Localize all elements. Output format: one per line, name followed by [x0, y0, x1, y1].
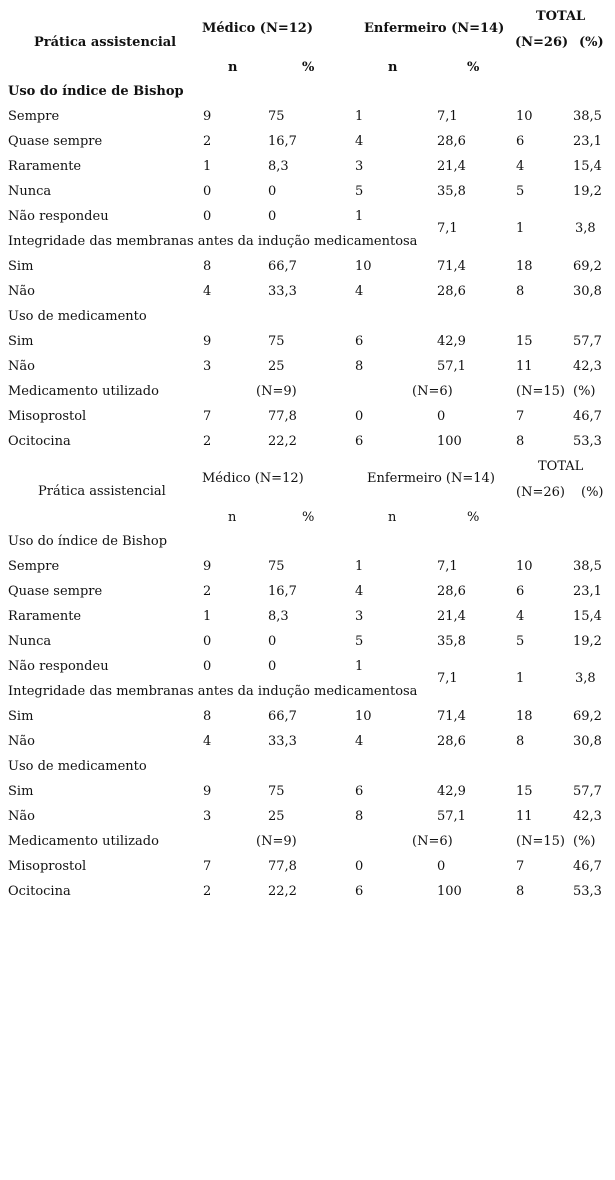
cell-enfermeiro-n: (N=6)	[412, 384, 453, 399]
cell-enfermeiro-n: 0	[355, 409, 364, 424]
header-medico: Médico (N=12)	[202, 471, 304, 486]
cell-medico-pct: 0	[268, 659, 277, 674]
cell-enfermeiro-n: 4	[355, 734, 364, 749]
cell-enfermeiro-pct: 71,4	[437, 709, 466, 724]
section-membranas: Integridade das membranas antes da indução medicamentosa	[8, 684, 418, 699]
cell-medico-pct: 16,7	[268, 584, 297, 599]
section-bishop: Uso do índice de Bishop	[8, 84, 184, 99]
header-pratica-assistencial: Prática assistencial	[38, 484, 166, 499]
cell-medico-n: 0	[203, 634, 212, 649]
cell-enfermeiro-n: 6	[355, 334, 364, 349]
cell-enfermeiro-n: 6	[355, 434, 364, 449]
cell-medico-pct: 25	[268, 359, 285, 374]
section-membranas: Integridade das membranas antes da indução medicamentosa	[8, 234, 418, 249]
row-label: Sempre	[8, 559, 60, 574]
cell-total-n: 15	[516, 334, 533, 349]
cell-enfermeiro-n: 6	[355, 784, 364, 799]
cell-enfermeiro-pct: 100	[437, 434, 462, 449]
cell-total-n: 8	[516, 884, 525, 899]
cell-medico-pct: 22,2	[268, 884, 297, 899]
cell-medico-n: 8	[203, 259, 212, 274]
row-label: Não respondeu	[8, 659, 109, 674]
header-medico-pct: %	[302, 60, 315, 75]
cell-medico-n: 1	[203, 159, 212, 174]
cell-enfermeiro-pct: 42,9	[437, 784, 466, 799]
cell-total-n: 11	[516, 809, 533, 824]
cell-enfermeiro-n: 5	[355, 184, 364, 199]
cell-total-pct: 53,3	[573, 434, 602, 449]
cell-total-n: 18	[516, 259, 533, 274]
header-total-pct: (%)	[579, 35, 604, 50]
row-label: Sempre	[8, 109, 60, 124]
cell-enfermeiro-pct: 21,4	[437, 159, 466, 174]
cell-total-n: 15	[516, 784, 533, 799]
cell-enfermeiro-pct: 35,8	[437, 634, 466, 649]
cell-medico-n: 1	[203, 609, 212, 624]
cell-enfermeiro-pct: 28,6	[437, 584, 466, 599]
row-label: Medicamento utilizado	[8, 384, 159, 399]
row-label: Não	[8, 734, 35, 749]
cell-total-pct: 69,2	[573, 259, 602, 274]
cell-enfermeiro-n: 4	[355, 584, 364, 599]
cell-total-n: 10	[516, 559, 533, 574]
header-pratica-assistencial: Prática assistencial	[34, 35, 177, 50]
cell-medico-pct: 75	[268, 784, 285, 799]
header-medico: Médico (N=12)	[202, 21, 313, 36]
header-medico-n: n	[228, 510, 237, 525]
cell-medico-n: (N=9)	[256, 384, 297, 399]
cell-medico-n: 4	[203, 734, 212, 749]
cell-medico-n: 9	[203, 559, 212, 574]
cell-medico-n: 7	[203, 859, 212, 874]
row-label: Nunca	[8, 184, 52, 199]
cell-enfermeiro-n: 0	[355, 859, 364, 874]
cell-total-pct: 42,3	[573, 359, 602, 374]
cell-medico-pct: 66,7	[268, 709, 297, 724]
cell-enfermeiro-n: 5	[355, 634, 364, 649]
cell-total-pct: 42,3	[573, 809, 602, 824]
cell-medico-pct: 8,3	[268, 609, 289, 624]
row-label: Sim	[8, 259, 34, 274]
cell-total-n: 18	[516, 709, 533, 724]
cell-medico-n: 8	[203, 709, 212, 724]
row-label: Quase sempre	[8, 584, 103, 599]
cell-medico-pct: 22,2	[268, 434, 297, 449]
cell-medico-n: 3	[203, 359, 212, 374]
header-enfermeiro: Enfermeiro (N=14)	[367, 471, 495, 486]
cell-medico-n: 2	[203, 134, 212, 149]
cell-total-n: 5	[516, 184, 525, 199]
row-label: Sim	[8, 709, 34, 724]
cell-total-pct: (%)	[573, 384, 596, 399]
section-bishop: Uso do índice de Bishop	[8, 534, 168, 549]
cell-enfermeiro-pct: 0	[437, 859, 446, 874]
cell-enfermeiro-pct: 28,6	[437, 284, 466, 299]
row-label: Quase sempre	[8, 134, 103, 149]
cell-total-n: 8	[516, 734, 525, 749]
cell-enfermeiro-pct: 35,8	[437, 184, 466, 199]
cell-medico-pct: 77,8	[268, 859, 297, 874]
cell-total-pct: 3,8	[575, 671, 596, 686]
cell-medico-pct: 25	[268, 809, 285, 824]
cell-medico-n: (N=9)	[256, 834, 297, 849]
cell-medico-pct: 33,3	[268, 284, 297, 299]
cell-total-pct: 46,7	[573, 409, 602, 424]
cell-enfermeiro-pct: 100	[437, 884, 462, 899]
cell-enfermeiro-n: 1	[355, 559, 364, 574]
row-label: Sim	[8, 334, 34, 349]
cell-total-n: 8	[516, 284, 525, 299]
cell-medico-pct: 33,3	[268, 734, 297, 749]
header-medico-n: n	[228, 60, 238, 75]
row-label: Não respondeu	[8, 209, 109, 224]
cell-medico-pct: 0	[268, 184, 277, 199]
cell-medico-n: 0	[203, 659, 212, 674]
cell-enfermeiro-pct: 0	[437, 409, 446, 424]
cell-enfermeiro-pct: 7,1	[437, 559, 458, 574]
row-label: Nunca	[8, 634, 52, 649]
header-medico-pct: %	[302, 510, 315, 525]
cell-enfermeiro-pct: 57,1	[437, 809, 466, 824]
section-medicamento: Uso de medicamento	[8, 759, 147, 774]
cell-total-n: 10	[516, 109, 533, 124]
cell-total-n: 6	[516, 584, 525, 599]
cell-enfermeiro-pct: 28,6	[437, 734, 466, 749]
row-label: Ocitocina	[8, 434, 71, 449]
cell-medico-pct: 16,7	[268, 134, 297, 149]
cell-total-pct: 69,2	[573, 709, 602, 724]
cell-enfermeiro-n: 3	[355, 609, 364, 624]
cell-total-pct: 46,7	[573, 859, 602, 874]
header-total: TOTAL	[536, 9, 586, 24]
cell-enfermeiro-n: 8	[355, 359, 364, 374]
header-total-n: (N=26)	[516, 485, 565, 500]
cell-enfermeiro-n: 3	[355, 159, 364, 174]
row-label: Misoprostol	[8, 859, 87, 874]
cell-medico-pct: 66,7	[268, 259, 297, 274]
cell-medico-n: 7	[203, 409, 212, 424]
cell-medico-n: 9	[203, 109, 212, 124]
cell-total-pct: 23,1	[573, 134, 602, 149]
cell-medico-n: 4	[203, 284, 212, 299]
row-label: Ocitocina	[8, 884, 71, 899]
cell-enfermeiro-n: 1	[355, 209, 364, 224]
header-total-n: (N=26)	[515, 35, 569, 50]
cell-medico-pct: 8,3	[268, 159, 289, 174]
cell-total-pct: 19,2	[573, 184, 602, 199]
cell-total-n: 5	[516, 634, 525, 649]
cell-medico-n: 9	[203, 784, 212, 799]
cell-total-pct: 57,7	[573, 784, 602, 799]
cell-medico-pct: 75	[268, 559, 285, 574]
cell-medico-pct: 75	[268, 334, 285, 349]
cell-enfermeiro-pct: 7,1	[437, 221, 458, 236]
cell-total-pct: 30,8	[573, 734, 602, 749]
cell-medico-n: 2	[203, 884, 212, 899]
cell-total-n: 1	[516, 671, 525, 686]
cell-enfermeiro-n: 1	[355, 109, 364, 124]
header-enfermeiro: Enfermeiro (N=14)	[364, 21, 505, 36]
cell-total-n: 1	[516, 221, 525, 236]
cell-medico-pct: 77,8	[268, 409, 297, 424]
cell-total-n: 7	[516, 859, 525, 874]
cell-total-n: 11	[516, 359, 533, 374]
header-enfermeiro-pct: %	[467, 60, 480, 75]
cell-enfermeiro-n: 8	[355, 809, 364, 824]
cell-total-n: (N=15)	[516, 384, 565, 399]
cell-total-pct: 19,2	[573, 634, 602, 649]
cell-medico-n: 0	[203, 209, 212, 224]
row-label: Raramente	[8, 159, 82, 174]
cell-total-pct: (%)	[573, 834, 596, 849]
header-enfermeiro-n: n	[388, 60, 398, 75]
cell-total-pct: 57,7	[573, 334, 602, 349]
cell-total-n: 8	[516, 434, 525, 449]
cell-enfermeiro-n: 10	[355, 709, 372, 724]
row-label: Medicamento utilizado	[8, 834, 159, 849]
cell-total-pct: 15,4	[573, 159, 602, 174]
cell-enfermeiro-n: 6	[355, 884, 364, 899]
cell-medico-n: 2	[203, 584, 212, 599]
cell-total-pct: 30,8	[573, 284, 602, 299]
cell-total-n: 4	[516, 609, 525, 624]
cell-total-n: 7	[516, 409, 525, 424]
header-total-pct: (%)	[581, 485, 604, 500]
cell-total-pct: 53,3	[573, 884, 602, 899]
row-label: Raramente	[8, 609, 82, 624]
cell-total-pct: 23,1	[573, 584, 602, 599]
cell-medico-n: 3	[203, 809, 212, 824]
row-label: Não	[8, 359, 35, 374]
cell-medico-n: 9	[203, 334, 212, 349]
cell-enfermeiro-n: 4	[355, 284, 364, 299]
cell-enfermeiro-n: 4	[355, 134, 364, 149]
cell-enfermeiro-pct: 71,4	[437, 259, 466, 274]
cell-medico-pct: 0	[268, 209, 277, 224]
cell-total-pct: 15,4	[573, 609, 602, 624]
cell-enfermeiro-n: 1	[355, 659, 364, 674]
cell-total-n: 4	[516, 159, 525, 174]
cell-medico-n: 0	[203, 184, 212, 199]
cell-total-n: 6	[516, 134, 525, 149]
row-label: Não	[8, 284, 35, 299]
cell-enfermeiro-pct: 28,6	[437, 134, 466, 149]
cell-medico-n: 2	[203, 434, 212, 449]
cell-total-pct: 3,8	[575, 221, 596, 236]
cell-medico-pct: 0	[268, 634, 277, 649]
cell-enfermeiro-n: 10	[355, 259, 372, 274]
header-enfermeiro-pct: %	[467, 510, 480, 525]
cell-enfermeiro-pct: 21,4	[437, 609, 466, 624]
row-label: Sim	[8, 784, 34, 799]
cell-enfermeiro-pct: 57,1	[437, 359, 466, 374]
header-total: TOTAL	[538, 459, 584, 474]
cell-total-pct: 38,5	[573, 109, 602, 124]
header-enfermeiro-n: n	[388, 510, 397, 525]
cell-medico-pct: 75	[268, 109, 285, 124]
cell-total-n: (N=15)	[516, 834, 565, 849]
row-label: Misoprostol	[8, 409, 87, 424]
cell-enfermeiro-pct: 42,9	[437, 334, 466, 349]
cell-enfermeiro-n: (N=6)	[412, 834, 453, 849]
cell-enfermeiro-pct: 7,1	[437, 671, 458, 686]
cell-total-pct: 38,5	[573, 559, 602, 574]
cell-enfermeiro-pct: 7,1	[437, 109, 458, 124]
section-medicamento: Uso de medicamento	[8, 309, 147, 324]
row-label: Não	[8, 809, 35, 824]
